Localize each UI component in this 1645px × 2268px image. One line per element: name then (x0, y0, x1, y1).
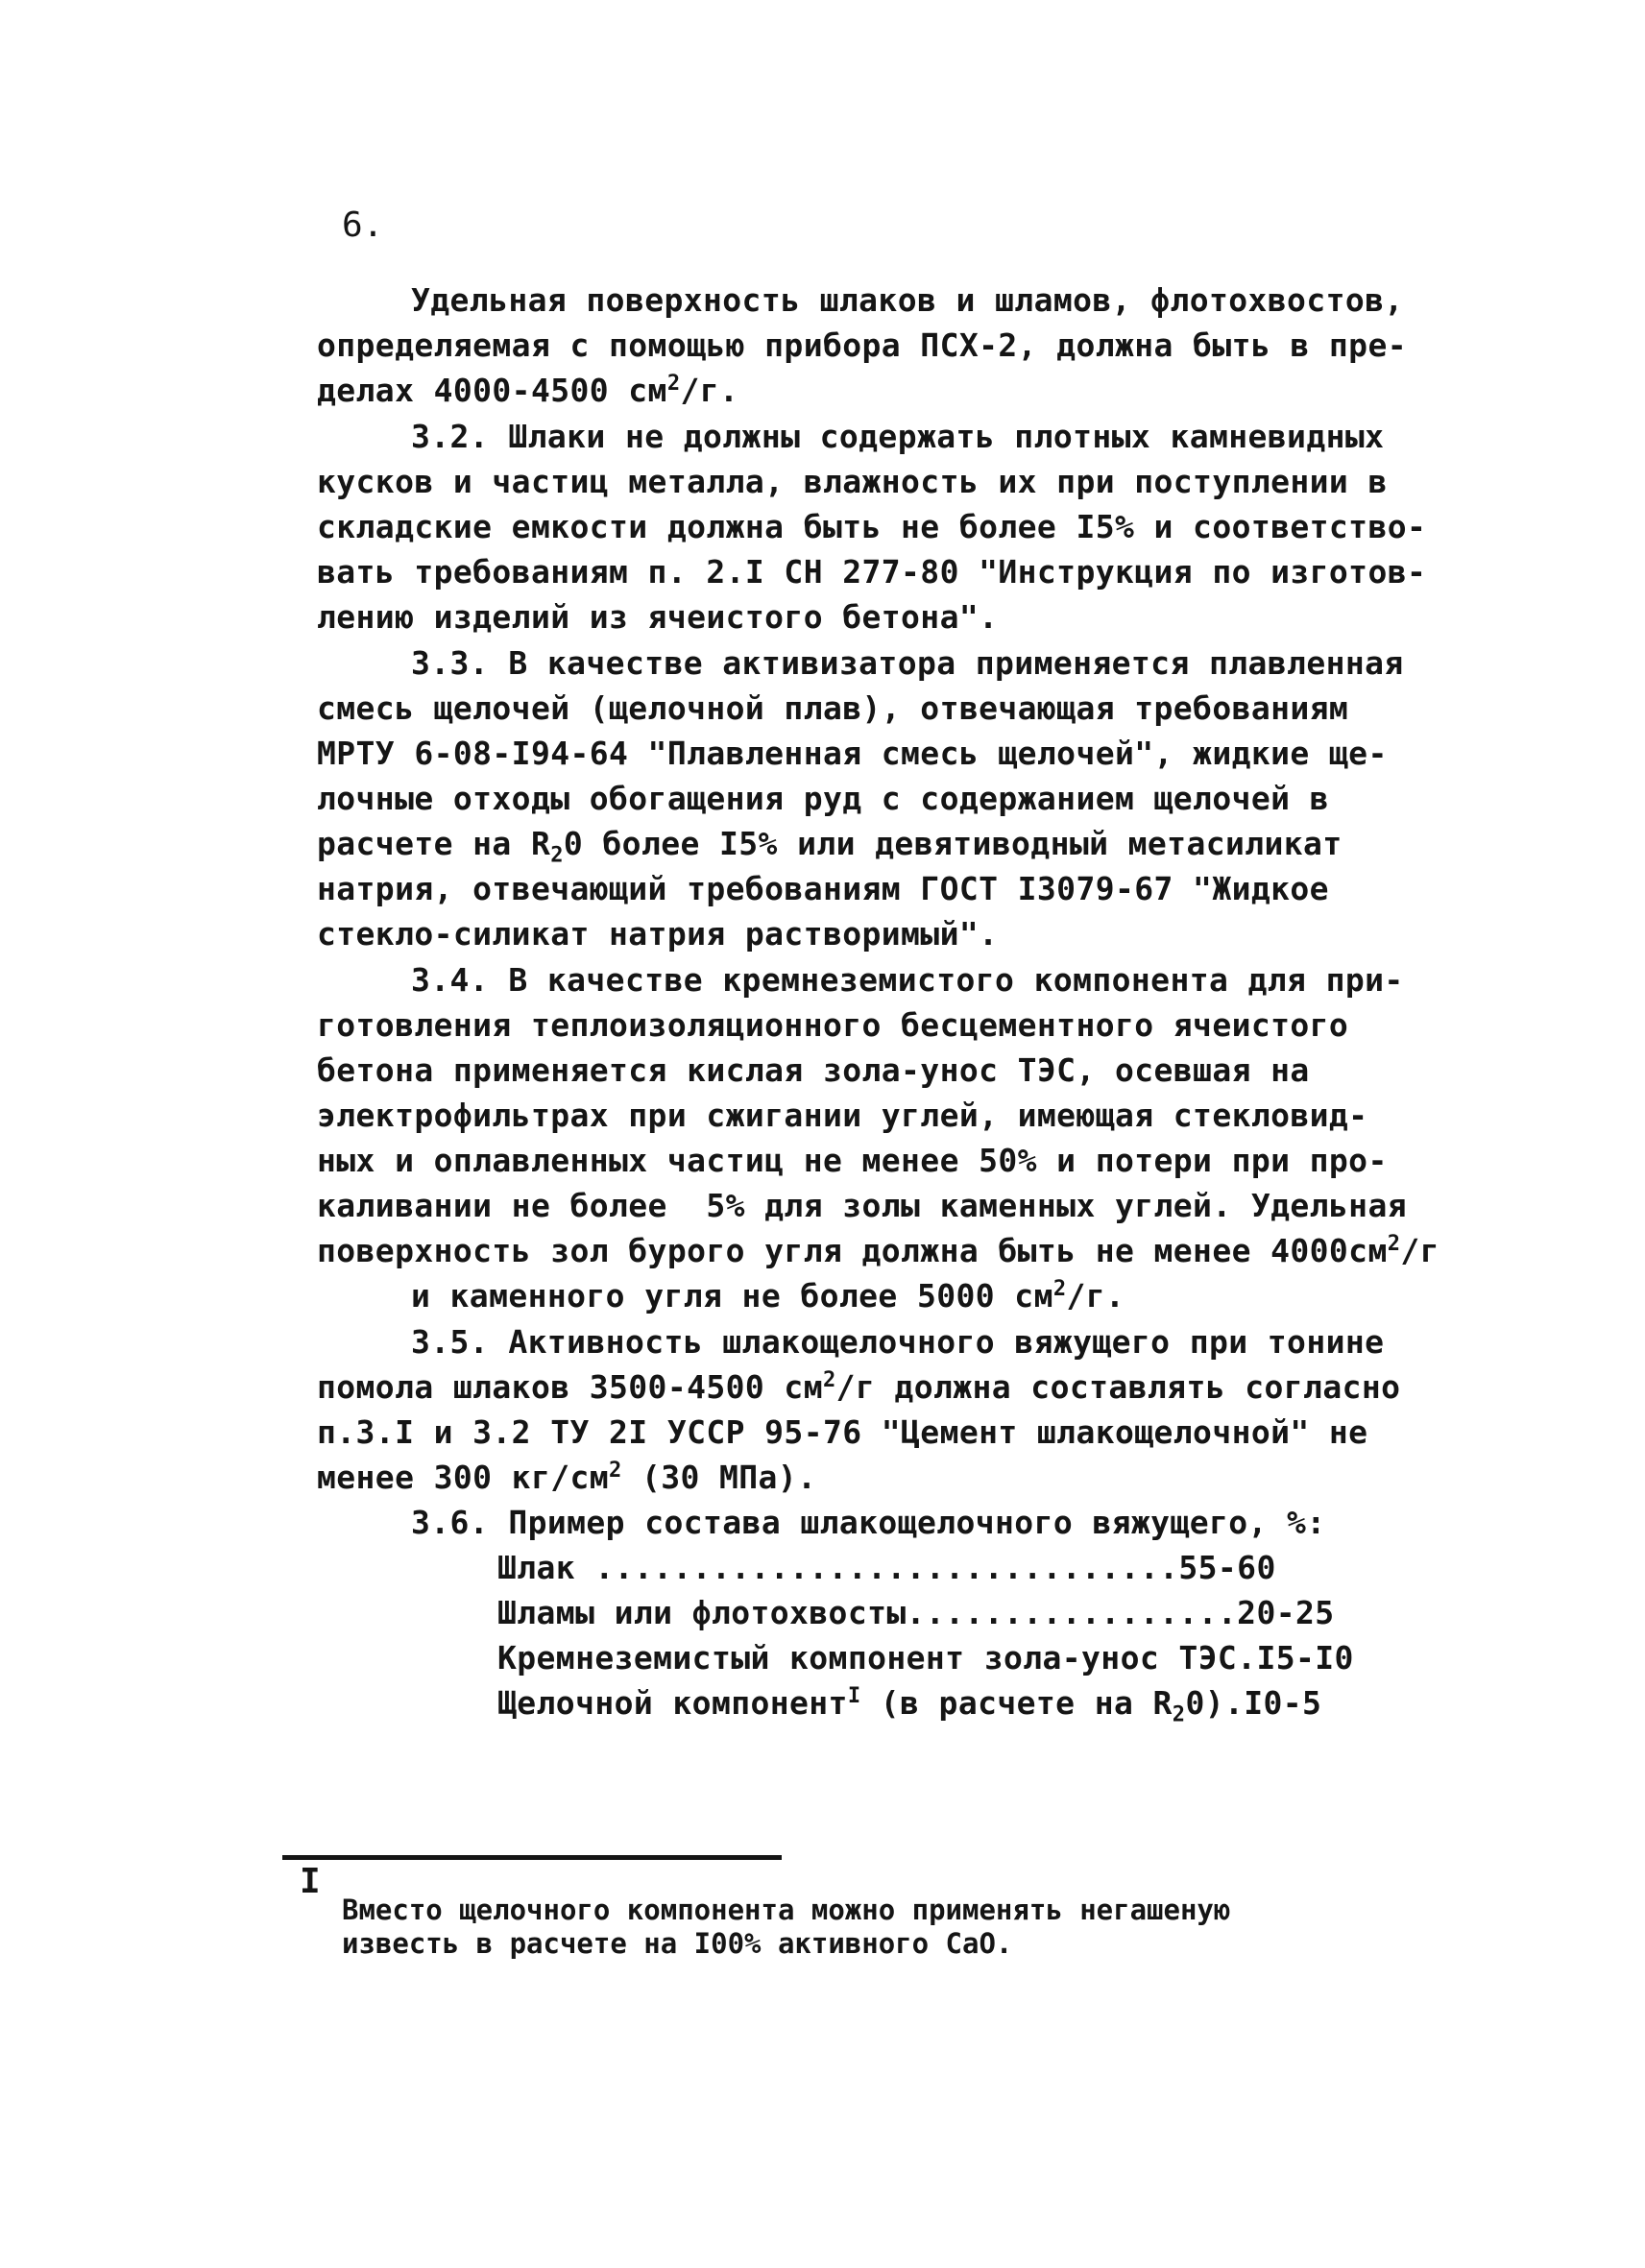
paragraph-line: лочные отходы обогащения руд с содержанием щелочей в (317, 780, 1329, 817)
paragraph-line: определяемая с помощью прибора ПСХ-2, должна быть в пре- (317, 326, 1407, 364)
paragraph-line: помола шлаков 3500-4500 $см^2/г$ должна составлять согласно (317, 1368, 1401, 1406)
paragraph-line: расчете на $R_20$ более I5% или девятиводный метасиликат (317, 825, 1343, 868)
footnote-line: известь в расчете на I00% активного СаО. (342, 1927, 1013, 1960)
paragraph-line: и каменного угля не более 5000 $см^2/г$. (411, 1277, 1125, 1315)
paragraph-line: лению изделий из ячеистого бетона". (317, 598, 999, 636)
footnote-line: Вместо щелочного компонента можно применять негашеную (342, 1894, 1231, 1926)
paragraph-line: МРТУ 6-08-I94-64 "Плавленная смесь щелочей", жидкие ще- (317, 735, 1388, 772)
composition-row: Щелочной компонент$^I$ (в расчете на $R_20).I0-5$ (497, 1684, 1322, 1727)
paragraph-line: стекло-силикат натрия растворимый". (317, 915, 999, 953)
paragraph-line: Удельная поверхность шлаков и шламов, флотохвостов, (411, 281, 1404, 319)
paragraph-line: складские емкости должна быть не более I5% и соответство- (317, 508, 1427, 545)
composition-row: Шламы или флотохвосты.................20-25 (497, 1594, 1335, 1631)
paragraph-line: вать требованиям п. 2.I СН 277-80 "Инструкция по изготов- (317, 553, 1427, 591)
page-number: 6. (342, 205, 384, 245)
paragraph-line: кусков и частиц металла, влажность их при поступлении в (317, 463, 1388, 500)
paragraph-line: делах 4000-4500 $см^2/г$. (317, 372, 739, 409)
composition-row: Кремнеземистый компонент зола-унос ТЭС.I5-I0 (497, 1639, 1354, 1677)
paragraph-line: 3.6. Пример состава шлакощелочного вяжущего, %: (411, 1504, 1326, 1541)
paragraph-line: 3.2. Шлаки не должны содержать плотных камневидных (411, 418, 1385, 455)
paragraph-line: электрофильтрах при сжигании углей, имеющая стекловид- (317, 1097, 1368, 1134)
composition-row: Шлак ..............................55-60 (497, 1549, 1276, 1586)
footnote-mark: I (300, 1862, 321, 1901)
paragraph-line: поверхность зол бурого угля должна быть не менее $4000см^2/г$ (317, 1232, 1439, 1269)
paragraph-line: ных и оплавленных частиц не менее 50% и потери при про- (317, 1142, 1388, 1179)
paragraph-line: п.3.I и 3.2 ТУ 2I УССР 95-76 "Цемент шлакощелочной" не (317, 1413, 1368, 1451)
paragraph-line: бетона применяется кислая зола-унос ТЭС, осевшая на (317, 1051, 1310, 1089)
paragraph-line: каливании не более 5% для золы каменных углей. Удельная (317, 1187, 1407, 1224)
footnote-separator (282, 1855, 782, 1860)
paragraph-line: менее 300 $кг/см^2$ (30 МПа). (317, 1459, 817, 1496)
paragraph-line: 3.3. В качестве активизатора применяется плавленная (411, 644, 1404, 682)
paragraph-line: натрия, отвечающий требованиям ГОСТ I3079-67 "Жидкое (317, 870, 1329, 907)
paragraph-line: 3.4. В качестве кремнеземистого компонента для при- (411, 961, 1404, 999)
paragraph-line: смесь щелочей (щелочной плав), отвечающая требованиям (317, 689, 1349, 727)
paragraph-line: 3.5. Активность шлакощелочного вяжущего при тонине (411, 1323, 1385, 1361)
paragraph-line: готовления теплоизоляционного бесцементного ячеистого (317, 1006, 1349, 1044)
